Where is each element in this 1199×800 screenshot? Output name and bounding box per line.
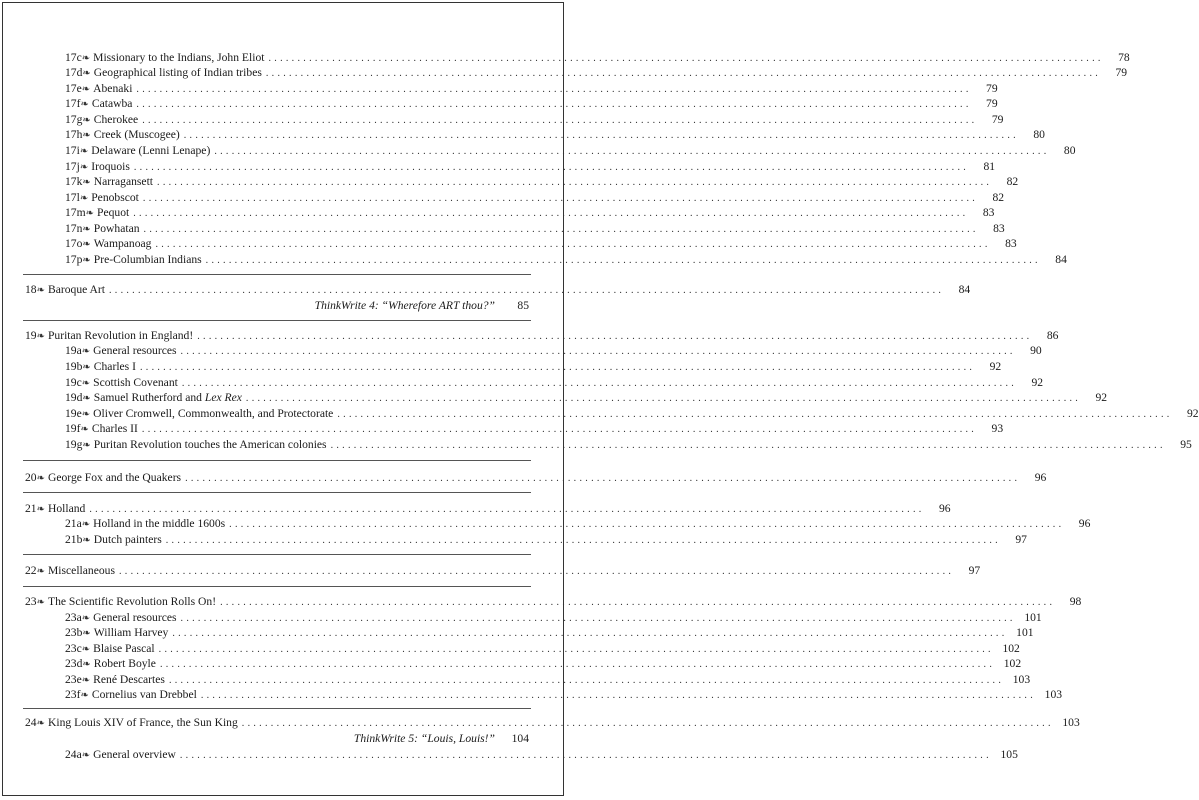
entry-number: 21a bbox=[65, 517, 82, 530]
dot-leader: ................................................................................................................................................ bbox=[330, 440, 1166, 451]
page-number: 97 bbox=[1015, 533, 1027, 546]
entry-title: Iroquois bbox=[91, 160, 130, 173]
entry-number: 17i bbox=[65, 144, 80, 157]
entry-title: Pre-Columbian Indians bbox=[93, 253, 202, 266]
dot-leader: ................................................................................................................................................ bbox=[108, 285, 945, 296]
fleuron-icon: ❧ bbox=[81, 519, 91, 530]
entry-title: General resources bbox=[93, 611, 177, 624]
page-number: 92 bbox=[1095, 391, 1108, 404]
fleuron-icon: ❧ bbox=[82, 255, 91, 266]
fleuron-icon: ❧ bbox=[36, 718, 45, 729]
entry-title: Narragansett bbox=[93, 175, 154, 188]
entry-number: 19 bbox=[25, 329, 37, 342]
dot-leader: ................................................................................................................................................ bbox=[158, 644, 994, 655]
fleuron-icon: ❧ bbox=[36, 473, 45, 484]
entry-title: Puritan Revolution touches the American colonies bbox=[93, 438, 327, 451]
fleuron-icon: ❧ bbox=[81, 613, 91, 624]
entry-title: George Fox and the Quakers bbox=[47, 471, 182, 484]
entry-title: Geographical listing of Indian tribes bbox=[93, 66, 262, 79]
entry-title: Blaise Pascal bbox=[93, 642, 155, 655]
dot-leader: ................................................................................................................................................ bbox=[229, 519, 1065, 530]
page-number: 97 bbox=[968, 564, 981, 577]
entry-number: 23 bbox=[25, 595, 37, 608]
page-number: 103 bbox=[1044, 688, 1063, 701]
entry-title: Dutch painters bbox=[93, 533, 162, 546]
fleuron-icon: ❧ bbox=[82, 224, 91, 235]
entry-number: 17n bbox=[65, 222, 83, 235]
entry-number: 19c bbox=[65, 376, 82, 389]
fleuron-icon: ❧ bbox=[82, 130, 91, 141]
dot-leader: ................................................................................................................................................ bbox=[168, 675, 1005, 686]
entry-title-italic: Lex Rex bbox=[204, 391, 242, 404]
page-number: 79 bbox=[986, 97, 998, 110]
entry-number: 24a bbox=[65, 748, 82, 761]
dot-leader: ................................................................................................................................................ bbox=[136, 84, 972, 95]
entry-title: Scottish Covenant bbox=[93, 376, 178, 389]
entry-number: 17c bbox=[65, 51, 82, 64]
fleuron-icon: ❧ bbox=[82, 440, 91, 451]
entry-number: 22 bbox=[25, 564, 37, 577]
dot-leader: ................................................................................................................................................ bbox=[337, 409, 1173, 420]
entry-title: Cornelius van Drebbel bbox=[91, 688, 197, 701]
entry-title: Penobscot bbox=[91, 191, 139, 204]
dot-leader: ................................................................................................................................................ bbox=[139, 362, 976, 373]
toc-page-lower bbox=[2, 2, 564, 796]
entry-number: 23b bbox=[65, 626, 83, 639]
entry-number: 17p bbox=[65, 253, 83, 266]
page-number: 103 bbox=[1062, 716, 1080, 729]
page-number: 101 bbox=[1024, 611, 1042, 624]
page-number: 84 bbox=[1055, 253, 1067, 266]
page-number: 82 bbox=[1006, 175, 1019, 188]
entry-number: 23e bbox=[65, 673, 82, 686]
entry-number: 17g bbox=[65, 113, 83, 126]
entry-title: Wampanoag bbox=[93, 237, 152, 250]
fleuron-icon: ❧ bbox=[82, 68, 91, 79]
dot-leader: ................................................................................................................................................ bbox=[118, 566, 955, 577]
fleuron-icon: ❧ bbox=[79, 162, 89, 173]
dot-leader: ................................................................................................................................................ bbox=[141, 424, 978, 435]
fleuron-icon: ❧ bbox=[82, 393, 91, 404]
page-number: 83 bbox=[982, 206, 995, 219]
page-number: 101 bbox=[1016, 626, 1034, 639]
page-number: 92 bbox=[989, 360, 1002, 373]
entry-number: 23f bbox=[65, 688, 81, 701]
entry-number: 17j bbox=[65, 160, 80, 173]
dot-leader: ................................................................................................................................................ bbox=[157, 177, 993, 188]
entry-title: Pequot bbox=[97, 206, 130, 219]
entry-title: Holland in the middle 1600s bbox=[93, 517, 226, 530]
entry-title: Holland bbox=[47, 502, 86, 515]
fleuron-icon: ❧ bbox=[81, 378, 91, 389]
entry-number: 19b bbox=[65, 360, 83, 373]
page-number: 82 bbox=[992, 191, 1005, 204]
page-number: 93 bbox=[991, 422, 1004, 435]
page-number: 83 bbox=[993, 222, 1005, 235]
entry-title: Baroque Art bbox=[47, 283, 105, 296]
page-number: 92 bbox=[1186, 407, 1199, 420]
dot-leader: ................................................................................................................................................ bbox=[183, 130, 1019, 141]
page-number: 79 bbox=[991, 113, 1004, 126]
entry-number: 21 bbox=[25, 502, 37, 515]
page-number: 98 bbox=[1069, 595, 1082, 608]
fleuron-icon: ❧ bbox=[81, 53, 91, 64]
entry-title: Oliver Cromwell, Commonwealth, and Protectorate bbox=[93, 407, 334, 420]
page-number: 104 bbox=[511, 732, 529, 745]
entry-number: 17e bbox=[65, 82, 82, 95]
page-number: 78 bbox=[1118, 51, 1130, 64]
fleuron-icon: ❧ bbox=[81, 409, 91, 420]
dot-leader: ............................................................................................................................................ bbox=[241, 718, 1054, 729]
page-number: 95 bbox=[1180, 438, 1192, 451]
entry-number: 17d bbox=[65, 66, 83, 79]
entry-number: 20 bbox=[25, 471, 37, 484]
entry-number: 19f bbox=[65, 422, 81, 435]
dot-leader: ................................................................................................................................................ bbox=[181, 378, 1018, 389]
entry-number: 21b bbox=[65, 533, 83, 546]
entry-number: 17h bbox=[65, 128, 83, 141]
page-number: 84 bbox=[958, 283, 971, 296]
entry-number: 19d bbox=[65, 391, 83, 404]
fleuron-icon: ❧ bbox=[82, 659, 91, 670]
fleuron-icon: ❧ bbox=[82, 628, 91, 639]
entry-title: King Louis XIV of France, the Sun King bbox=[47, 716, 238, 729]
dot-leader: ................................................................................................................................................ bbox=[265, 68, 1102, 79]
entry-number: 19a bbox=[65, 344, 82, 357]
fleuron-icon: ❧ bbox=[81, 346, 91, 357]
fleuron-icon: ❧ bbox=[81, 84, 91, 95]
fleuron-icon: ❧ bbox=[36, 597, 45, 608]
entry-number: 23a bbox=[65, 611, 82, 624]
entry-title: The Scientific Revolution Rolls On! bbox=[47, 595, 217, 608]
page-number: 102 bbox=[1003, 657, 1022, 670]
fleuron-icon: ❧ bbox=[36, 285, 45, 296]
fleuron-icon: ❧ bbox=[36, 566, 45, 577]
entry-title: Miscellaneous bbox=[47, 564, 115, 577]
fleuron-icon: ❧ bbox=[82, 362, 91, 373]
entry-title: ThinkWrite 4: “Wherefore ART thou?” bbox=[314, 299, 495, 312]
entry-number: 23d bbox=[65, 657, 83, 670]
fleuron-icon: ❧ bbox=[80, 424, 89, 435]
entry-number: 19e bbox=[65, 407, 82, 420]
entry-title: Creek (Muscogee) bbox=[93, 128, 180, 141]
dot-leader: ................................................................................................................................................ bbox=[245, 393, 1082, 404]
entry-title: Samuel Rutherford and bbox=[93, 391, 205, 404]
fleuron-icon: ❧ bbox=[79, 146, 89, 157]
entry-title: William Harvey bbox=[93, 626, 169, 639]
fleuron-icon: ❧ bbox=[82, 115, 91, 126]
page-number: 83 bbox=[1005, 237, 1017, 250]
dot-leader: ................................................................................................................................................ bbox=[133, 162, 970, 173]
dot-leader: ................................................................................................................................................ bbox=[136, 99, 972, 110]
page-number: 81 bbox=[983, 160, 996, 173]
page-number: 96 bbox=[1078, 517, 1091, 530]
page-number: 80 bbox=[1063, 144, 1076, 157]
fleuron-icon: ❧ bbox=[79, 193, 89, 204]
dot-leader: ................................................................................................................................................ bbox=[143, 224, 979, 235]
fleuron-icon: ❧ bbox=[81, 644, 91, 655]
entry-number: 17o bbox=[65, 237, 83, 250]
fleuron-icon: ❧ bbox=[82, 535, 91, 546]
entry-number: 17m bbox=[65, 206, 86, 219]
page-number: 79 bbox=[986, 82, 998, 95]
entry-title: Cherokee bbox=[93, 113, 139, 126]
page-number: 86 bbox=[1046, 329, 1059, 342]
fleuron-icon: ❧ bbox=[80, 690, 89, 701]
dot-leader: ................................................................................................................................................ bbox=[142, 193, 979, 204]
dot-leader: ............................................................................................................................................ bbox=[179, 750, 992, 761]
page-number: 90 bbox=[1030, 344, 1042, 357]
page-number: 96 bbox=[1034, 471, 1047, 484]
dot-leader: ................................................................................................................................................ bbox=[155, 239, 991, 250]
entry-number: 17k bbox=[65, 175, 83, 188]
entry-number: 18 bbox=[25, 283, 37, 296]
entry-title: Charles II bbox=[91, 422, 138, 435]
page-number: 96 bbox=[938, 502, 951, 515]
entry-number: 23c bbox=[65, 642, 82, 655]
entry-title: General overview bbox=[93, 748, 176, 761]
fleuron-icon: ❧ bbox=[80, 99, 89, 110]
fleuron-icon: ❧ bbox=[36, 331, 45, 342]
dot-leader: ................................................................................................................................................ bbox=[197, 331, 1033, 342]
page-number: 80 bbox=[1033, 128, 1045, 141]
entry-title: Robert Boyle bbox=[93, 657, 156, 670]
entry-title: René Descartes bbox=[93, 673, 165, 686]
dot-leader: ................................................................................................................................................ bbox=[165, 535, 1001, 546]
dot-leader: ................................................................................................................................................ bbox=[180, 613, 1016, 624]
dot-leader: ................................................................................................................................................ bbox=[205, 255, 1041, 266]
dot-leader: ................................................................................................................................................ bbox=[142, 115, 978, 126]
dot-leader: ................................................................................................................................................ bbox=[172, 628, 1008, 639]
fleuron-icon: ❧ bbox=[36, 504, 45, 515]
entry-title: Missionary to the Indians, John Eliot bbox=[93, 51, 265, 64]
dot-leader: ................................................................................................................................................ bbox=[185, 473, 1021, 484]
fleuron-icon: ❧ bbox=[85, 208, 95, 219]
entry-number: 24 bbox=[25, 716, 37, 729]
page-number: 103 bbox=[1012, 673, 1031, 686]
entry-title: Puritan Revolution in England! bbox=[47, 329, 194, 342]
page-number: 79 bbox=[1115, 66, 1128, 79]
entry-title: Abenaki bbox=[93, 82, 133, 95]
page-number: 92 bbox=[1031, 376, 1044, 389]
entry-number: 17f bbox=[65, 97, 81, 110]
fleuron-icon: ❧ bbox=[81, 675, 91, 686]
dot-leader: ................................................................................................................................................ bbox=[220, 597, 1056, 608]
entry-number: 17l bbox=[65, 191, 80, 204]
dot-leader: ................................................................................................................................................ bbox=[133, 208, 969, 219]
dot-leader: ................................................................................................................................................ bbox=[159, 659, 996, 670]
entry-title: Delaware (Lenni Lenape) bbox=[91, 144, 211, 157]
dot-leader: ................................................................................................................................................ bbox=[200, 690, 1037, 701]
entry-title: Powhatan bbox=[93, 222, 140, 235]
entry-title: General resources bbox=[93, 344, 177, 357]
entry-title: Catawba bbox=[91, 97, 133, 110]
entry-title: ThinkWrite 5: “Louis, Louis!” bbox=[353, 732, 495, 745]
fleuron-icon: ❧ bbox=[81, 750, 91, 761]
fleuron-icon: ❧ bbox=[82, 239, 91, 250]
fleuron-icon: ❧ bbox=[82, 177, 91, 188]
dot-leader: ................................................................................................................................................ bbox=[180, 346, 1016, 357]
entry-title: Charles I bbox=[93, 360, 136, 373]
entry-number: 19g bbox=[65, 438, 83, 451]
page-number: 105 bbox=[1000, 748, 1018, 761]
dot-leader: ................................................................................................................................................ bbox=[268, 53, 1104, 64]
page-number: 85 bbox=[517, 299, 529, 312]
dot-leader: ................................................................................................................................................ bbox=[214, 146, 1050, 157]
dot-leader: ................................................................................................................................................ bbox=[89, 504, 925, 515]
page-number: 102 bbox=[1002, 642, 1020, 655]
